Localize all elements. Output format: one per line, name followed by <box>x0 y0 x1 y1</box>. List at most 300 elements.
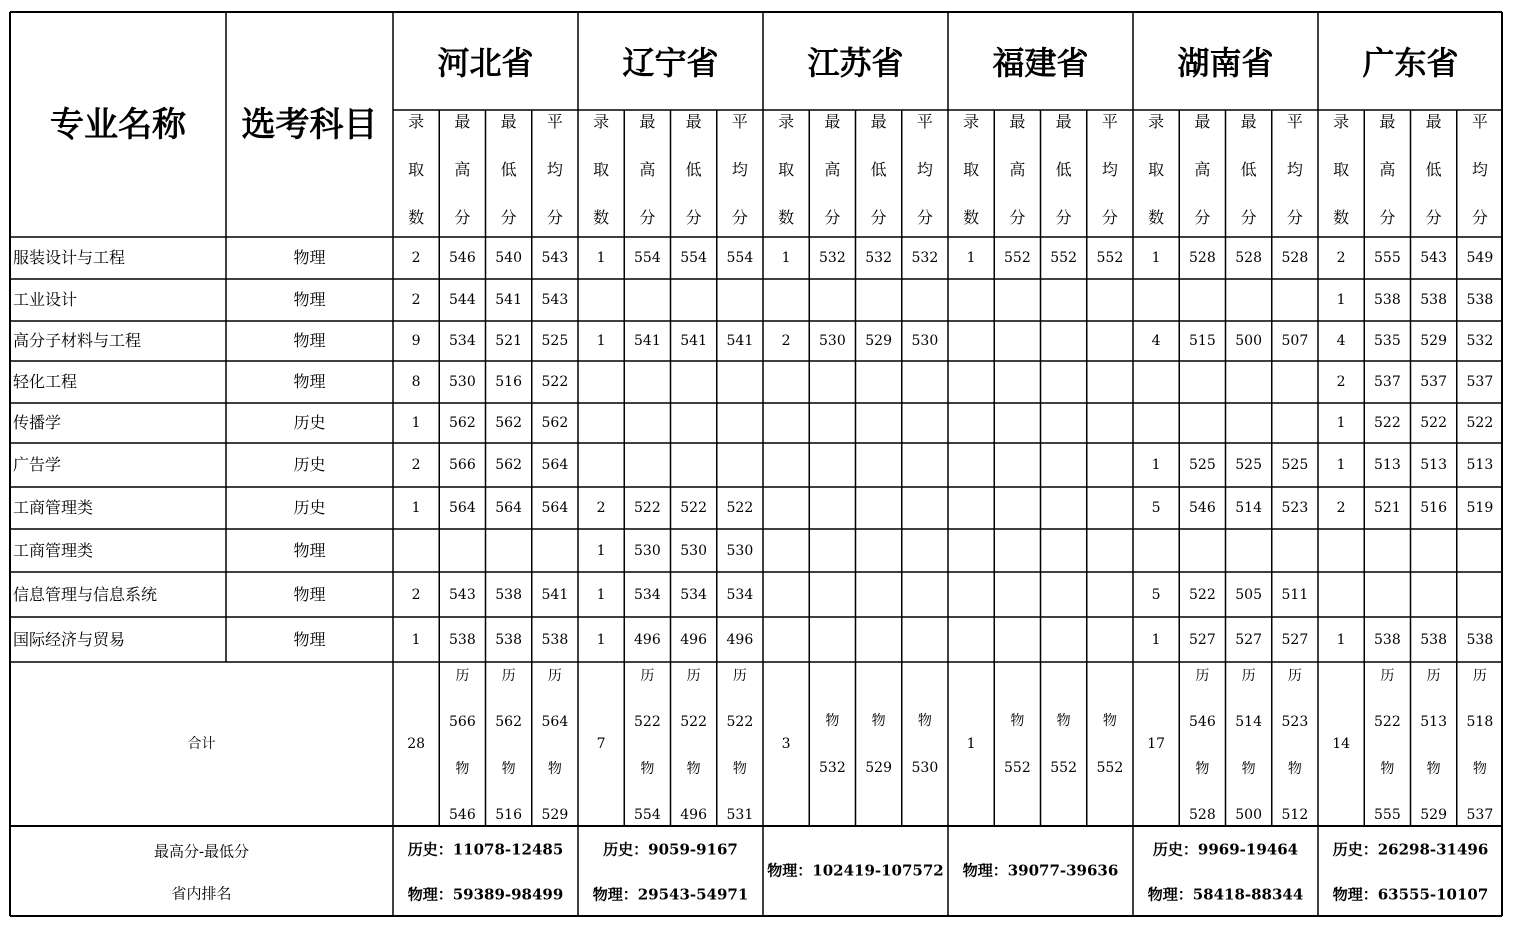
header-subcolumn-char: 均 <box>916 160 933 179</box>
header-subcolumn-char: 取 <box>593 160 610 179</box>
header-subcolumn-char: 低 <box>1425 160 1442 179</box>
row-score-cell: 538 <box>541 631 569 648</box>
total-stat: 历 <box>455 668 470 684</box>
row-subject: 物理 <box>293 248 326 267</box>
header-subcolumn-char: 平 <box>546 112 563 131</box>
row-score-cell: 564 <box>541 500 569 516</box>
row-score-cell: 530 <box>911 333 939 349</box>
row-major-name: 工商管理类 <box>13 540 94 560</box>
total-stat: 物 <box>455 761 470 777</box>
row-score-cell: 523 <box>1281 500 1309 516</box>
total-stat: 529 <box>1420 807 1447 823</box>
row-score-cell: 515 <box>1189 333 1216 349</box>
total-stat: 496 <box>680 807 707 823</box>
row-score-cell: 522 <box>541 374 569 390</box>
total-stat: 564 <box>541 714 569 730</box>
row-score-cell: 521 <box>495 333 522 349</box>
row-score-cell: 2 <box>1336 500 1346 516</box>
header-subcolumn-char: 分 <box>1425 208 1442 227</box>
total-count: 7 <box>596 736 606 752</box>
row-score-cell: 2 <box>411 457 421 473</box>
total-stat: 554 <box>634 807 661 823</box>
row-score-cell: 496 <box>634 631 661 648</box>
header-subcolumn-char: 最 <box>685 112 702 131</box>
row-score-cell: 513 <box>1466 457 1494 473</box>
row-score-cell: 516 <box>1420 500 1447 516</box>
total-stat: 514 <box>1235 714 1262 730</box>
row-score-cell: 511 <box>1281 586 1309 603</box>
header-subcolumn-char: 数 <box>1333 208 1350 227</box>
row-score-cell: 527 <box>1189 631 1216 648</box>
total-stat: 物 <box>1010 713 1025 729</box>
header-subcolumn-char: 平 <box>916 112 933 131</box>
header-subcolumn-char: 分 <box>1240 208 1257 227</box>
row-score-cell: 538 <box>1466 631 1494 648</box>
rank-label-line: 最高分-最低分 <box>153 842 250 861</box>
header-subcolumn-char: 均 <box>1101 160 1118 179</box>
row-score-cell: 546 <box>1189 500 1216 516</box>
header-province: 福建省 <box>992 44 1089 82</box>
header-subcolumn-char: 低 <box>870 160 887 179</box>
row-score-cell: 543 <box>541 250 569 266</box>
row-score-cell: 5 <box>1151 500 1161 516</box>
row-score-cell: 554 <box>680 250 707 266</box>
header-subcolumn-char: 分 <box>824 208 841 227</box>
row-score-cell: 1 <box>596 250 606 266</box>
row-score-cell: 2 <box>411 250 421 266</box>
row-score-cell: 1 <box>596 586 606 603</box>
total-stat: 530 <box>911 760 939 776</box>
header-subcolumn-char: 取 <box>778 160 795 179</box>
header-subcolumn-char: 录 <box>408 112 425 131</box>
header-subcolumn-char: 最 <box>1194 112 1211 131</box>
row-score-cell: 562 <box>449 415 476 431</box>
header-subcolumn-char: 分 <box>1055 208 1072 227</box>
row-score-cell: 1 <box>411 415 421 431</box>
row-score-cell: 525 <box>1281 457 1309 473</box>
total-stat: 历 <box>640 668 655 684</box>
total-stat: 物 <box>640 761 655 777</box>
total-stat: 历 <box>1380 668 1395 684</box>
row-score-cell: 538 <box>1374 631 1401 648</box>
total-stat: 522 <box>634 714 661 730</box>
header-subcolumn-char: 分 <box>916 208 933 227</box>
row-score-cell: 564 <box>541 457 569 473</box>
total-stat: 532 <box>819 760 846 776</box>
row-score-cell: 541 <box>541 586 569 603</box>
row-score-cell: 562 <box>541 415 569 431</box>
total-count: 28 <box>407 736 426 752</box>
header-subcolumn-char: 数 <box>778 208 795 227</box>
row-score-cell: 534 <box>680 586 707 603</box>
row-subject: 物理 <box>293 584 326 604</box>
row-score-cell: 2 <box>411 292 421 308</box>
total-stat: 522 <box>1374 714 1401 730</box>
row-score-cell: 543 <box>1420 250 1447 266</box>
header-subcolumn-char: 高 <box>454 160 471 179</box>
header-subcolumn-char: 低 <box>685 160 702 179</box>
row-score-cell: 522 <box>1374 415 1401 431</box>
total-stat: 物 <box>1287 761 1302 777</box>
row-score-cell: 554 <box>634 250 661 266</box>
row-score-cell: 537 <box>1466 374 1494 390</box>
header-subcolumn-char: 取 <box>1148 160 1165 179</box>
row-subject: 物理 <box>293 290 326 309</box>
total-stat: 物 <box>1056 713 1071 729</box>
row-score-cell: 2 <box>1336 250 1346 266</box>
row-score-cell: 534 <box>726 586 754 603</box>
header-subcolumn-char: 平 <box>731 112 748 131</box>
row-subject: 物理 <box>293 629 326 649</box>
row-score-cell: 1 <box>596 542 606 559</box>
header-subcolumn-char: 最 <box>870 112 887 131</box>
header-subcolumn-char: 高 <box>824 160 841 179</box>
row-score-cell: 528 <box>1235 250 1262 266</box>
row-score-cell: 1 <box>596 333 606 349</box>
header-subcolumn-char: 分 <box>500 208 517 227</box>
header-subcolumn-char: 最 <box>824 112 841 131</box>
row-score-cell: 541 <box>495 292 522 308</box>
row-score-cell: 514 <box>1235 500 1262 516</box>
row-score-cell: 552 <box>1050 250 1077 266</box>
total-stat: 历 <box>686 668 701 684</box>
rank-range: 历史：26298-31496 <box>1332 840 1489 859</box>
total-label: 合计 <box>187 736 216 752</box>
header-subcolumn-char: 低 <box>500 160 517 179</box>
row-score-cell: 541 <box>634 333 661 349</box>
header-elective-subject: 选考科目 <box>241 105 378 145</box>
rank-range: 物理：102419-107572 <box>767 861 944 880</box>
row-score-cell: 521 <box>1374 500 1401 516</box>
header-subcolumn-char: 取 <box>408 160 425 179</box>
row-score-cell: 538 <box>449 631 476 648</box>
total-stat: 528 <box>1189 807 1216 823</box>
row-score-cell: 527 <box>1281 631 1309 648</box>
header-subcolumn-char: 高 <box>1379 160 1396 179</box>
header-subcolumn-char: 分 <box>870 208 887 227</box>
total-stat: 513 <box>1420 714 1447 730</box>
row-score-cell: 532 <box>911 250 939 266</box>
header-subcolumn-char: 最 <box>1055 112 1072 131</box>
header-subcolumn-char: 数 <box>408 208 425 227</box>
header-subcolumn-char: 分 <box>454 208 471 227</box>
row-score-cell: 507 <box>1281 333 1309 349</box>
total-stat: 物 <box>501 761 516 777</box>
total-stat: 566 <box>449 714 476 730</box>
total-stat: 516 <box>495 807 522 823</box>
total-stat: 546 <box>449 807 476 823</box>
row-score-cell: 530 <box>449 374 476 390</box>
header-subcolumn-char: 分 <box>1471 208 1488 227</box>
row-score-cell: 566 <box>449 457 476 473</box>
row-score-cell: 562 <box>495 457 522 473</box>
row-score-cell: 505 <box>1235 586 1262 603</box>
total-stat: 552 <box>1050 760 1077 776</box>
total-stat: 物 <box>1472 761 1487 777</box>
row-score-cell: 544 <box>449 292 476 308</box>
header-subcolumn-char: 最 <box>454 112 471 131</box>
row-score-cell: 1 <box>1151 457 1161 473</box>
row-score-cell: 534 <box>634 586 661 603</box>
total-stat: 物 <box>1241 761 1256 777</box>
row-score-cell: 537 <box>1374 374 1401 390</box>
total-stat: 历 <box>547 668 562 684</box>
row-subject: 物理 <box>293 540 326 560</box>
header-subcolumn-char: 均 <box>731 160 748 179</box>
row-score-cell: 532 <box>819 250 846 266</box>
header-subcolumn-char: 高 <box>639 160 656 179</box>
row-major-name: 轻化工程 <box>13 372 78 391</box>
row-subject: 历史 <box>293 413 326 432</box>
row-score-cell: 527 <box>1235 631 1262 648</box>
header-province: 江苏省 <box>807 44 904 82</box>
row-score-cell: 538 <box>1374 292 1401 308</box>
row-score-cell: 522 <box>726 500 754 516</box>
total-stat: 历 <box>732 668 747 684</box>
row-score-cell: 4 <box>1151 333 1161 349</box>
rank-range: 物理：63555-10107 <box>1332 885 1489 904</box>
row-score-cell: 562 <box>495 415 522 431</box>
row-major-name: 服装设计与工程 <box>13 248 126 267</box>
header-subcolumn-char: 数 <box>593 208 610 227</box>
header-subcolumn-char: 平 <box>1101 112 1118 131</box>
row-score-cell: 541 <box>726 333 754 349</box>
header-subcolumn-char: 最 <box>639 112 656 131</box>
total-stat: 512 <box>1281 807 1309 823</box>
total-stat: 552 <box>1004 760 1031 776</box>
rank-range: 物理：29543-54971 <box>592 885 749 904</box>
row-score-cell: 529 <box>865 333 892 349</box>
total-stat: 物 <box>825 713 840 729</box>
row-score-cell: 1 <box>411 500 421 516</box>
row-score-cell: 522 <box>634 500 661 516</box>
header-subcolumn-char: 录 <box>1333 112 1350 131</box>
row-subject: 物理 <box>293 331 326 350</box>
rank-range: 物理：59389-98499 <box>407 885 564 904</box>
total-stat: 历 <box>1426 668 1441 684</box>
total-stat: 物 <box>1195 761 1210 777</box>
total-stat: 518 <box>1466 714 1494 730</box>
header-subcolumn-char: 取 <box>963 160 980 179</box>
row-score-cell: 554 <box>726 250 754 266</box>
header-province: 湖南省 <box>1177 44 1274 82</box>
row-subject: 历史 <box>293 455 326 474</box>
row-score-cell: 532 <box>1466 333 1494 349</box>
total-stat: 523 <box>1281 714 1309 730</box>
row-score-cell: 530 <box>634 542 661 559</box>
total-stat: 529 <box>865 760 892 776</box>
row-score-cell: 538 <box>495 586 522 603</box>
header-subcolumn-char: 分 <box>546 208 563 227</box>
header-subcolumn-char: 最 <box>500 112 517 131</box>
total-stat: 物 <box>686 761 701 777</box>
total-stat: 500 <box>1235 807 1262 823</box>
row-score-cell: 543 <box>541 292 569 308</box>
rank-range: 历史：9969-19464 <box>1152 840 1299 859</box>
row-score-cell: 522 <box>1420 415 1447 431</box>
row-major-name: 信息管理与信息系统 <box>13 584 158 604</box>
total-stat: 物 <box>547 761 562 777</box>
row-score-cell: 540 <box>495 250 522 266</box>
row-score-cell: 538 <box>1466 292 1494 308</box>
row-score-cell: 530 <box>680 542 707 559</box>
header-province: 广东省 <box>1362 44 1459 82</box>
header-subcolumn-char: 取 <box>1333 160 1350 179</box>
rank-range: 物理：39077-39636 <box>962 861 1119 880</box>
total-stat: 562 <box>495 714 522 730</box>
header-subcolumn-char: 分 <box>1101 208 1118 227</box>
row-major-name: 广告学 <box>13 455 62 474</box>
header-subcolumn-char: 最 <box>1240 112 1257 131</box>
total-stat: 物 <box>732 761 747 777</box>
header-subcolumn-char: 分 <box>639 208 656 227</box>
row-score-cell: 496 <box>680 631 707 648</box>
row-subject: 历史 <box>293 498 326 517</box>
header-subcolumn-char: 录 <box>778 112 795 131</box>
row-score-cell: 552 <box>1004 250 1031 266</box>
total-stat: 历 <box>501 668 516 684</box>
header-subcolumn-char: 平 <box>1471 112 1488 131</box>
header-subcolumn-char: 录 <box>1148 112 1165 131</box>
row-score-cell: 5 <box>1151 586 1161 603</box>
row-score-cell: 528 <box>1189 250 1216 266</box>
row-score-cell: 513 <box>1374 457 1401 473</box>
header-subcolumn-char: 分 <box>685 208 702 227</box>
header-subcolumn-char: 分 <box>1379 208 1396 227</box>
row-score-cell: 1 <box>1151 631 1161 648</box>
row-major-name: 工业设计 <box>13 290 78 309</box>
row-score-cell: 1 <box>1336 292 1346 308</box>
row-score-cell: 2 <box>1336 374 1346 390</box>
total-stat: 历 <box>1472 668 1487 684</box>
row-score-cell: 564 <box>495 500 522 516</box>
total-count: 17 <box>1147 736 1166 752</box>
row-score-cell: 538 <box>495 631 522 648</box>
row-score-cell: 1 <box>966 250 976 266</box>
row-score-cell: 2 <box>596 500 606 516</box>
total-stat: 历 <box>1287 668 1302 684</box>
header-subcolumn-char: 高 <box>1194 160 1211 179</box>
row-score-cell: 522 <box>680 500 707 516</box>
total-count: 14 <box>1332 736 1351 752</box>
row-score-cell: 546 <box>449 250 476 266</box>
rank-range: 历史：11078-12485 <box>407 840 564 859</box>
header-subcolumn-char: 分 <box>1009 208 1026 227</box>
row-major-name: 工商管理类 <box>13 498 94 517</box>
header-subcolumn-char: 低 <box>1055 160 1072 179</box>
total-stat: 552 <box>1096 760 1124 776</box>
total-stat: 546 <box>1189 714 1216 730</box>
row-score-cell: 8 <box>411 374 421 390</box>
row-score-cell: 552 <box>1096 250 1124 266</box>
header-province: 辽宁省 <box>622 44 719 82</box>
total-stat: 531 <box>726 807 754 823</box>
total-stat: 物 <box>1426 761 1441 777</box>
total-count: 3 <box>781 736 791 752</box>
total-stat: 555 <box>1374 807 1401 823</box>
row-score-cell: 525 <box>1189 457 1216 473</box>
row-score-cell: 529 <box>1420 333 1447 349</box>
rank-range: 物理：58418-88344 <box>1147 885 1304 904</box>
row-score-cell: 1 <box>596 631 606 648</box>
row-score-cell: 522 <box>1466 415 1494 431</box>
row-score-cell: 530 <box>819 333 846 349</box>
row-subject: 物理 <box>293 372 326 391</box>
row-score-cell: 538 <box>1420 292 1447 308</box>
total-stat: 522 <box>680 714 707 730</box>
rank-label-line: 省内排名 <box>171 884 232 903</box>
header-province: 河北省 <box>437 44 534 82</box>
row-score-cell: 564 <box>449 500 476 516</box>
row-score-cell: 1 <box>1336 415 1346 431</box>
row-score-cell: 535 <box>1374 333 1401 349</box>
header-subcolumn-char: 最 <box>1425 112 1442 131</box>
header-subcolumn-char: 录 <box>593 112 610 131</box>
header-subcolumn-char: 最 <box>1379 112 1396 131</box>
header-subcolumn-char: 均 <box>1286 160 1303 179</box>
total-stat: 物 <box>1380 761 1395 777</box>
row-score-cell: 555 <box>1374 250 1401 266</box>
row-score-cell: 1 <box>411 631 421 648</box>
row-score-cell: 549 <box>1466 250 1494 266</box>
rank-range: 历史：9059-9167 <box>603 840 738 859</box>
total-stat: 物 <box>871 713 886 729</box>
header-subcolumn-char: 分 <box>731 208 748 227</box>
header-subcolumn-char: 分 <box>1194 208 1211 227</box>
row-score-cell: 2 <box>411 586 421 603</box>
header-subcolumn-char: 分 <box>1286 208 1303 227</box>
row-score-cell: 9 <box>411 333 421 349</box>
header-subcolumn-char: 均 <box>546 160 563 179</box>
row-score-cell: 1 <box>781 250 791 266</box>
total-stat: 522 <box>726 714 754 730</box>
row-score-cell: 525 <box>1235 457 1262 473</box>
row-score-cell: 4 <box>1336 333 1346 349</box>
row-score-cell: 528 <box>1281 250 1309 266</box>
header-subcolumn-char: 均 <box>1471 160 1488 179</box>
row-score-cell: 530 <box>726 542 754 559</box>
row-score-cell: 1 <box>1336 631 1346 648</box>
header-subcolumn-char: 数 <box>963 208 980 227</box>
row-major-name: 传播学 <box>13 413 62 432</box>
row-score-cell: 543 <box>449 586 476 603</box>
total-stat: 历 <box>1195 668 1210 684</box>
row-score-cell: 538 <box>1420 631 1447 648</box>
header-subcolumn-char: 录 <box>963 112 980 131</box>
header-subcolumn-char: 数 <box>1148 208 1165 227</box>
row-score-cell: 541 <box>680 333 707 349</box>
row-major-name: 国际经济与贸易 <box>13 629 126 649</box>
total-count: 1 <box>966 736 976 752</box>
row-score-cell: 1 <box>1151 250 1161 266</box>
row-score-cell: 534 <box>449 333 476 349</box>
header-subcolumn-char: 低 <box>1240 160 1257 179</box>
row-score-cell: 513 <box>1420 457 1447 473</box>
row-score-cell: 537 <box>1420 374 1447 390</box>
row-score-cell: 519 <box>1466 500 1494 516</box>
header-major-name: 专业名称 <box>50 105 186 145</box>
header-subcolumn-char: 最 <box>1009 112 1026 131</box>
row-score-cell: 532 <box>865 250 892 266</box>
row-score-cell: 516 <box>495 374 522 390</box>
total-stat: 537 <box>1466 807 1494 823</box>
row-score-cell: 522 <box>1189 586 1216 603</box>
row-score-cell: 500 <box>1235 333 1262 349</box>
total-stat: 历 <box>1241 668 1256 684</box>
row-score-cell: 525 <box>541 333 569 349</box>
total-stat: 529 <box>541 807 569 823</box>
total-stat: 物 <box>917 713 932 729</box>
